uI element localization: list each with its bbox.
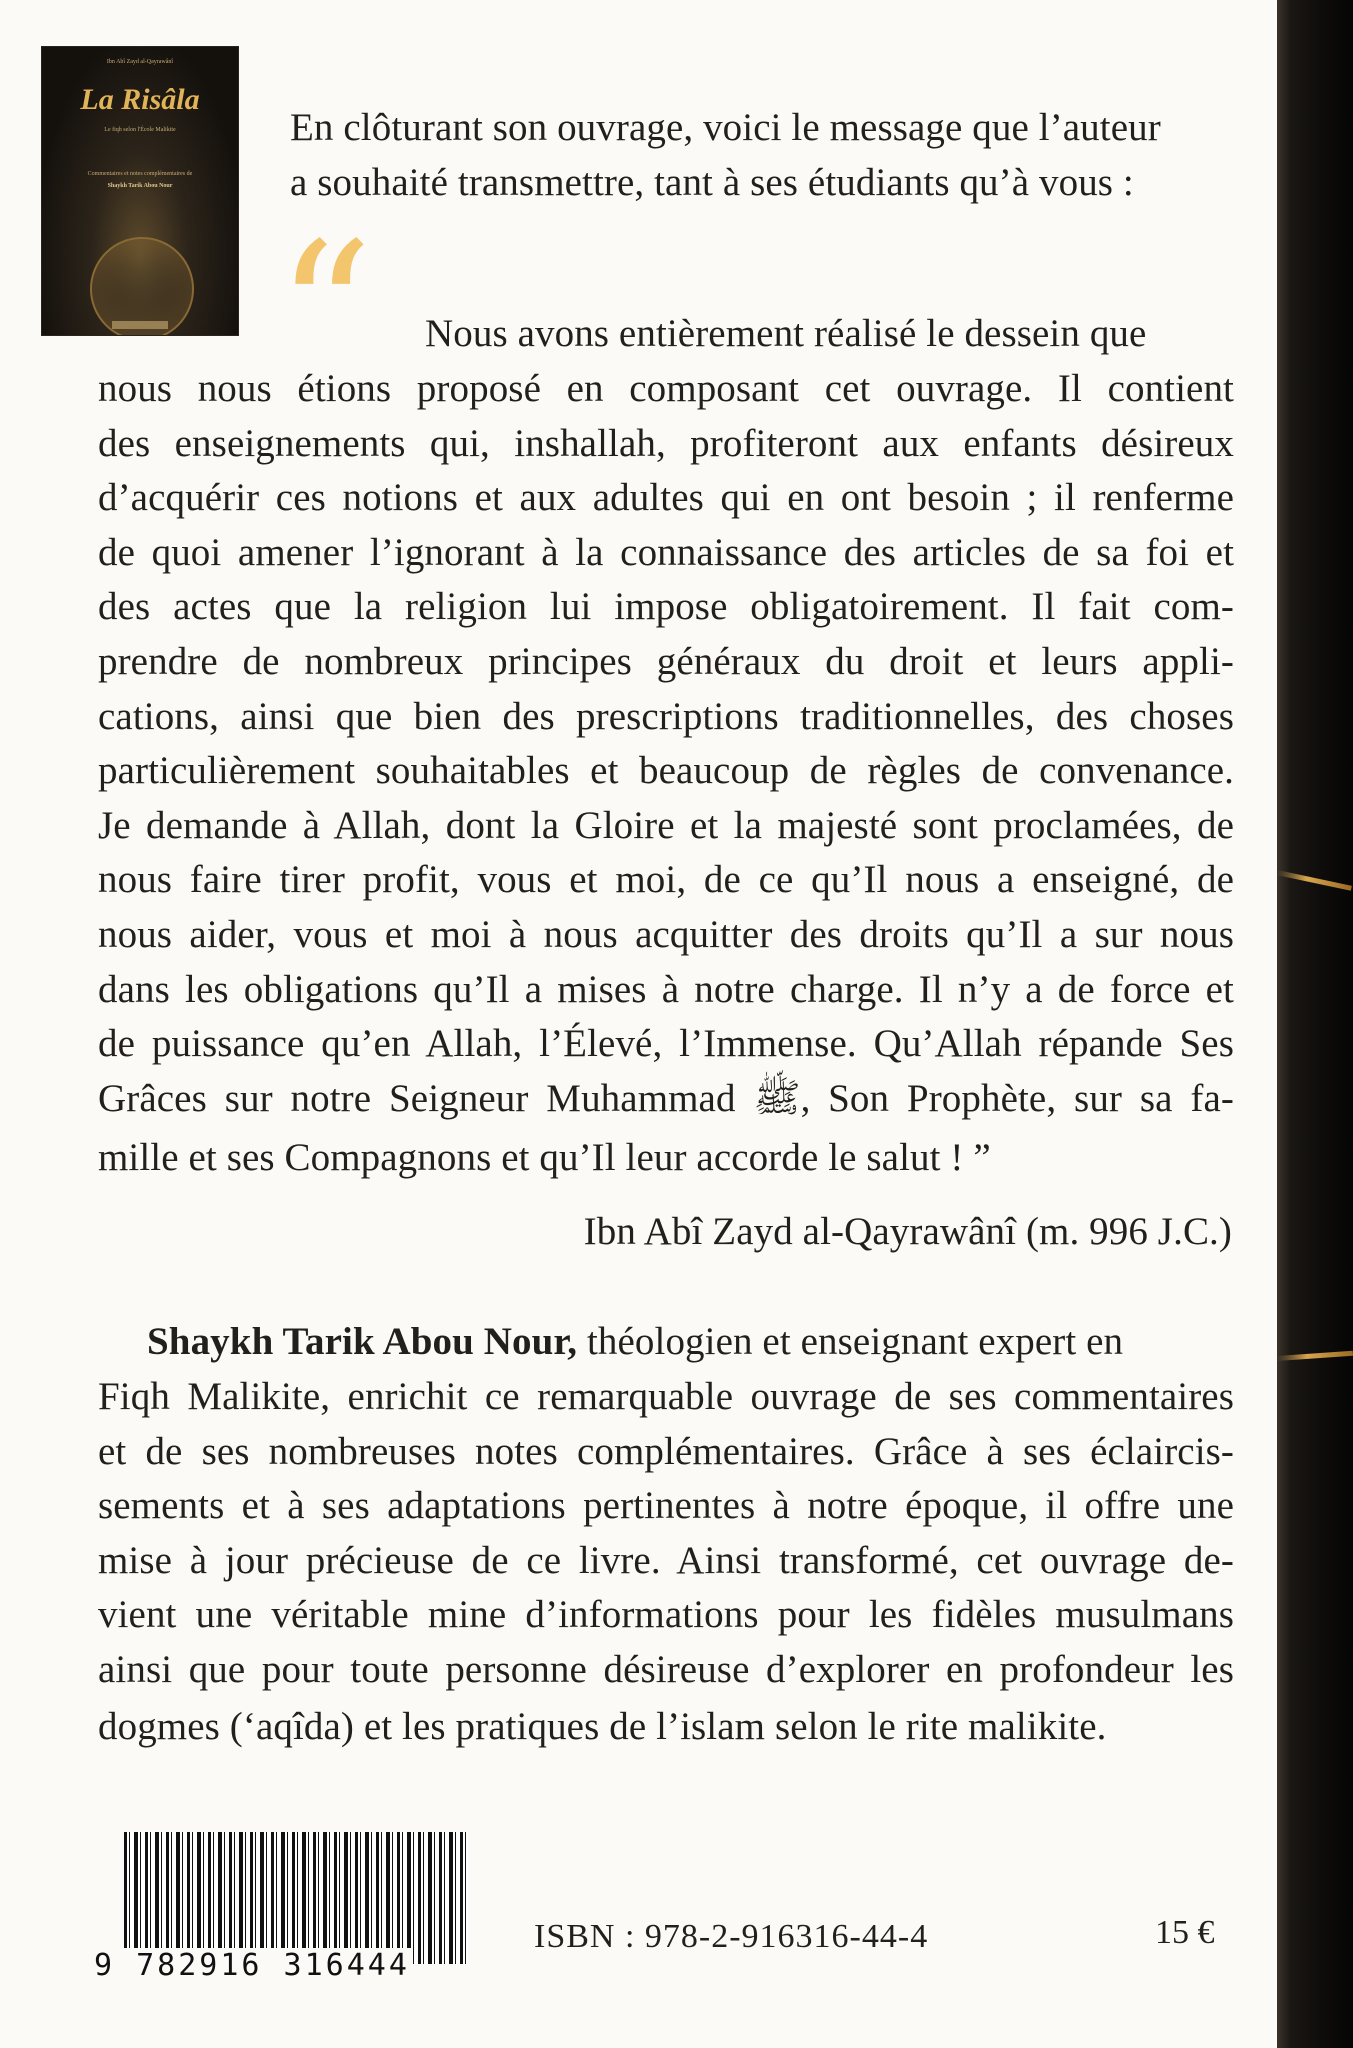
bio-line: ainsi que pour toute personne désireuse d’explorer en profondeur les bbox=[98, 1648, 1234, 1691]
quote-line: d’acquérir ces notions et aux adultes qui en ont besoin ; il renferme bbox=[98, 476, 1234, 520]
quote-line: des enseignements qui, inshallah, profiteront aux enfants désireux bbox=[98, 421, 1234, 465]
quote-line: de quoi amener l’ignorant à la connaissance des articles de sa foi et bbox=[98, 530, 1234, 574]
quote-first-line: Nous avons entièrement réalisé le dessein que bbox=[425, 312, 1147, 355]
quote-line: des actes que la religion lui impose obligatoirement. Il fait com- bbox=[98, 585, 1234, 629]
bio-line: et de ses nombreuses notes complémentaires. Grâce à ses éclaircis- bbox=[98, 1429, 1234, 1473]
barcode-digits: 9 782916 316444 bbox=[94, 1948, 410, 1983]
gold-stripe bbox=[1277, 1351, 1353, 1361]
bio-line: mise à jour précieuse de ce livre. Ainsi transformé, cet ouvrage de- bbox=[98, 1538, 1234, 1582]
bio-first-line-rest: théologien et enseignant expert en bbox=[577, 1320, 1124, 1363]
quote-line: dans les obligations qu’Il a mises à notre charge. Il n’y a de force et bbox=[98, 967, 1234, 1011]
bio-line: sements et à ses adaptations pertinentes à notre époque, il offre une bbox=[98, 1484, 1234, 1528]
gold-stripe bbox=[1276, 870, 1351, 891]
open-quote-mark: “ bbox=[276, 202, 374, 423]
book-spine-edge bbox=[1277, 0, 1353, 2048]
quote-last-line: mille et ses Compagnons et qu’Il leur accorde le salut ! ” bbox=[98, 1136, 991, 1179]
quote-line: nous aider, vous et moi à nous acquitter des droits qu’Il a sur nous bbox=[98, 913, 1234, 956]
intro-line-1: En clôturant son ouvrage, voici le message que l’auteur bbox=[290, 106, 1161, 149]
thumb-note: Commentaires et notes complémentaires de bbox=[87, 171, 193, 177]
thumb-author: Ibn Abî Zayd al-Qayrawânî bbox=[106, 59, 174, 65]
thumb-publisher-mark bbox=[112, 321, 168, 329]
quote-attribution: Ibn Abî Zayd al-Qayrawânî (m. 996 J.C.) bbox=[583, 1210, 1232, 1253]
quote-line: Grâces sur notre Seigneur Muhammad ﷺ, Son Prophète, sur sa fa- bbox=[98, 1076, 1234, 1120]
bio-first-line bbox=[147, 1314, 1123, 1369]
quote-line: nous faire tirer profit, vous et moi, de ce qu’Il nous a enseigné, de bbox=[98, 858, 1234, 902]
quote-line: cations, ainsi que bien des prescriptions traditionnelles, des choses bbox=[98, 694, 1234, 738]
bio-line: Fiqh Malikite, enrichit ce remarquable ouvrage de ses commentaires bbox=[98, 1375, 1234, 1418]
bio-name: Shaykh Tarik Abou Nour, bbox=[147, 1320, 578, 1363]
bio-last-line: dogmes (‘aqîda) et les pratiques de l’islam selon le rite malikite. bbox=[98, 1705, 1107, 1748]
thumb-commentator: Shaykh Tarik Abou Nour bbox=[107, 183, 173, 189]
intro-line-2: a souhaité transmettre, tant à ses étudiants qu’à vous : bbox=[290, 161, 1134, 204]
quote-line: particulièrement souhaitables et beaucoup de règles de convenance. bbox=[98, 749, 1234, 793]
isbn: ISBN : 978-2-916316-44-4 bbox=[534, 1918, 929, 1955]
price: 15 € bbox=[1155, 1914, 1215, 1951]
thumb-title: La Risâla bbox=[80, 83, 200, 116]
cover-thumbnail bbox=[42, 47, 238, 335]
bio-line: vient une véritable mine d’informations pour les fidèles musulmans bbox=[98, 1593, 1234, 1637]
quote-line: Je demande à Allah, dont la Gloire et la majesté sont proclamées, de bbox=[98, 803, 1234, 847]
quote-line: nous nous étions proposé en composant cet ouvrage. Il contient bbox=[98, 367, 1234, 410]
thumb-subtitle: Le fiqh selon l'École Malikite bbox=[104, 127, 176, 133]
barcode bbox=[124, 1832, 468, 1964]
quote-line: prendre de nombreux principes généraux du droit et leurs appli- bbox=[98, 640, 1234, 683]
quote-line: de puissance qu’en Allah, l’Élevé, l’Immense. Qu’Allah répande Ses bbox=[98, 1022, 1234, 1066]
